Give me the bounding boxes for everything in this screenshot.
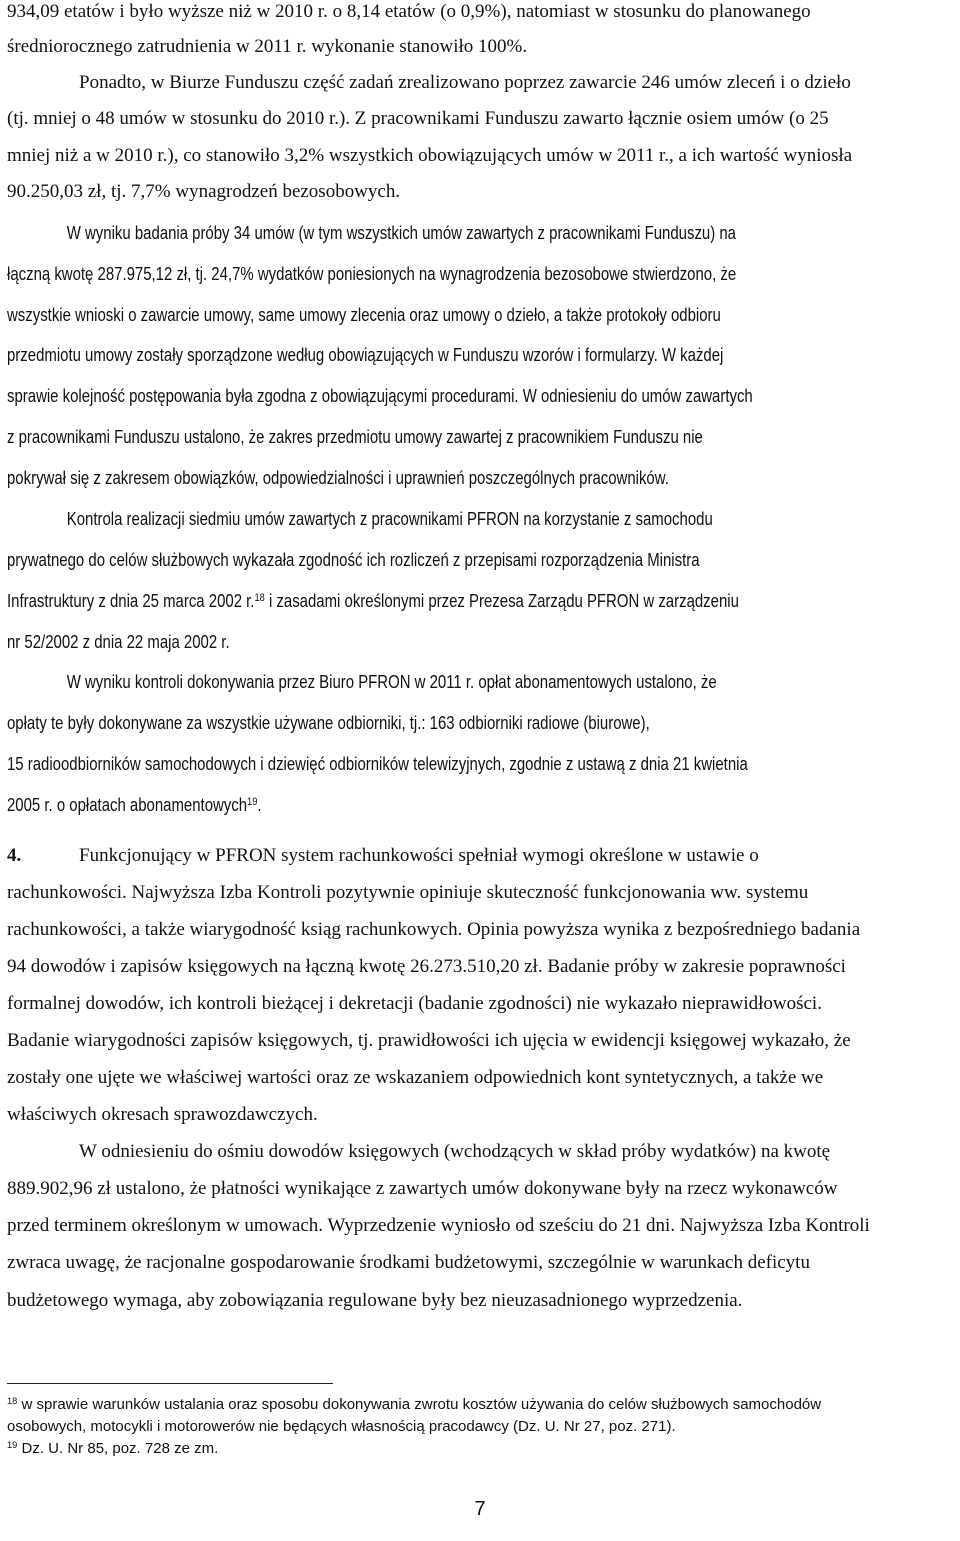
text-line: wszystkie wnioski o zawarcie umowy, same umowy zlecenia oraz umowy o dzieło, a także protokoły odbioru	[7, 305, 721, 325]
text-line: budżetowego wymaga, aby zobowiązania regulowane były bez nieuzasadnionego wyprzedzenia.	[7, 1290, 743, 1311]
text-line: Ponadto, w Biurze Funduszu część zadań zrealizowano poprzez zawarcie 246 umów zleceń i o dzieło	[79, 72, 851, 93]
footnote-text-line: osobowych, motocykli i motorowerów nie będących własnością pracodawcy (Dz. U. Nr 27, poz. 271).	[7, 1418, 676, 1435]
text-line: prywatnego do celów służbowych wykazała zgodność ich rozliczeń z przepisami rozporządzenia Ministra	[7, 550, 700, 570]
footnote-18	[7, 1396, 953, 1413]
footnote-19	[7, 1440, 953, 1457]
text-line: średniorocznego zatrudnienia w 2011 r. wykonanie stanowiło 100%.	[7, 36, 528, 57]
footnote-text: w sprawie warunków ustalania oraz sposobu dokonywania zwrotu kosztów używania do celów służbowych samochodów	[21, 1396, 822, 1413]
text-segment: 2005 r. o opłatach abonamentowych	[7, 795, 248, 815]
section-number: 4.	[7, 845, 22, 866]
text-line: przedmiotu umowy zostały sporządzone według obowiązujących w Funduszu wzorów i formularzy. W każdej	[7, 345, 724, 365]
text-segment: .	[257, 795, 262, 815]
text-line: W wyniku badania próby 34 umów (w tym wszystkich umów zawartych z pracownikami Funduszu) na	[66, 223, 736, 243]
footnote-marker-18: 18	[7, 1396, 18, 1406]
text-segment: Infrastruktury z dnia 25 marca 2002 r.	[7, 591, 255, 611]
section-4-line	[7, 845, 953, 867]
text-line: 15 radioodbiorników samochodowych i dziewięć odbiorników telewizyjnych, zgodnie z ustawą z dnia 21 kwietnia	[7, 754, 748, 774]
text-line	[7, 591, 953, 612]
text-line: 94 dowodów i zapisów księgowych na łączną kwotę 26.273.510,20 zł. Badanie próby w zakresie poprawności	[7, 956, 846, 977]
text-line: łączną kwotę 287.975,12 zł, tj. 24,7% wydatków poniesionych na wynagrodzenia bezosobowe stwierdzono, że	[7, 264, 737, 284]
text-line: sprawie kolejność postępowania była zgodna z obowiązującymi procedurami. W odniesieniu do umów zawartych	[7, 386, 753, 406]
page-number: 7	[474, 1498, 486, 1520]
text-line: z pracownikami Funduszu ustalono, że zakres przedmiotu umowy zawartej z pracownikiem Funduszu nie	[7, 427, 703, 447]
text-line: (tj. mniej o 48 umów w stosunku do 2010 r.). Z pracownikami Funduszu zawarto łącznie osiem umów (o 25	[7, 108, 829, 129]
footnote-ref-19[interactable]: 19	[247, 795, 258, 808]
text-line: zwraca uwagę, że racjonalne gospodarowanie środkami budżetowymi, szczególnie w warunkach deficytu	[7, 1252, 810, 1273]
text-line	[7, 795, 953, 816]
text-line: Kontrola realizacji siedmiu umów zawartych z pracownikami PFRON na korzystanie z samochodu	[66, 509, 713, 529]
text-segment: i zasadami określonymi przez Prezesa Zarządu PFRON w zarządzeniu	[268, 591, 739, 611]
text-line: 934,09 etatów i było wyższe niż w 2010 r. o 8,14 etatów (o 0,9%), natomiast w stosunku do planowanego	[7, 1, 811, 22]
text-line: właściwych okresach sprawozdawczych.	[7, 1104, 318, 1125]
text-line: nr 52/2002 z dnia 22 maja 2002 r.	[7, 632, 230, 652]
text-line: W odniesieniu do ośmiu dowodów księgowych (wchodzących w skład próby wydatków) na kwotę	[79, 1141, 831, 1162]
text-segment: Funkcjonujący w PFRON system rachunkowości spełniał wymogi określone w ustawie o	[79, 845, 759, 866]
text-line: zostały one ujęte we właściwej wartości oraz ze wskazaniem odpowiednich kont syntetycznych, a także we	[7, 1067, 824, 1088]
text-line: rachunkowości, a także wiarygodność ksiąg rachunkowych. Opinia powyższa wynika z bezpośredniego badania	[7, 919, 861, 940]
text-line: Badanie wiarygodności zapisów księgowych, tj. prawidłowości ich ujęcia w ewidencji księgowej wykazało, że	[7, 1030, 851, 1051]
text-line: mniej niż a w 2010 r.), co stanowiło 3,2% wszystkich obowiązujących umów w 2011 r., a ich wartość wyniosła	[7, 145, 853, 166]
text-line: formalnej dowodów, ich kontroli bieżącej i dekretacji (badanie zgodności) nie wykazało nieprawidłowości.	[7, 993, 822, 1014]
footnote-marker-19: 19	[7, 1440, 18, 1450]
text-line: pokrywał się z zakresem obowiązków, odpowiedzialności i uprawnień poszczególnych pracowników.	[7, 468, 669, 488]
text-line: 889.902,96 zł ustalono, że płatności wynikające z zawartych umów dokonywane były na rzecz wykonawców	[7, 1178, 838, 1199]
text-line: W wyniku kontroli dokonywania przez Biuro PFRON w 2011 r. opłat abonamentowych ustalono, że	[66, 672, 717, 692]
footnote-separator	[7, 1383, 333, 1384]
text-line: przed terminem określonym w umowach. Wyprzedzenie wyniosło od sześciu do 21 dni. Najwyższa Izba Kontroli	[7, 1215, 870, 1236]
footnote-text: Dz. U. Nr 85, poz. 728 ze zm.	[21, 1440, 219, 1457]
text-line: opłaty te były dokonywane za wszystkie używane odbiorniki, tj.: 163 odbiorniki radiowe (biurowe),	[7, 713, 650, 733]
text-line: rachunkowości. Najwyższa Izba Kontroli pozytywnie opiniuje skuteczność funkcjonowania ww. systemu	[7, 882, 809, 903]
text-line: 90.250,03 zł, tj. 7,7% wynagrodzeń bezosobowych.	[7, 181, 401, 202]
footnote-ref-18[interactable]: 18	[254, 591, 265, 604]
